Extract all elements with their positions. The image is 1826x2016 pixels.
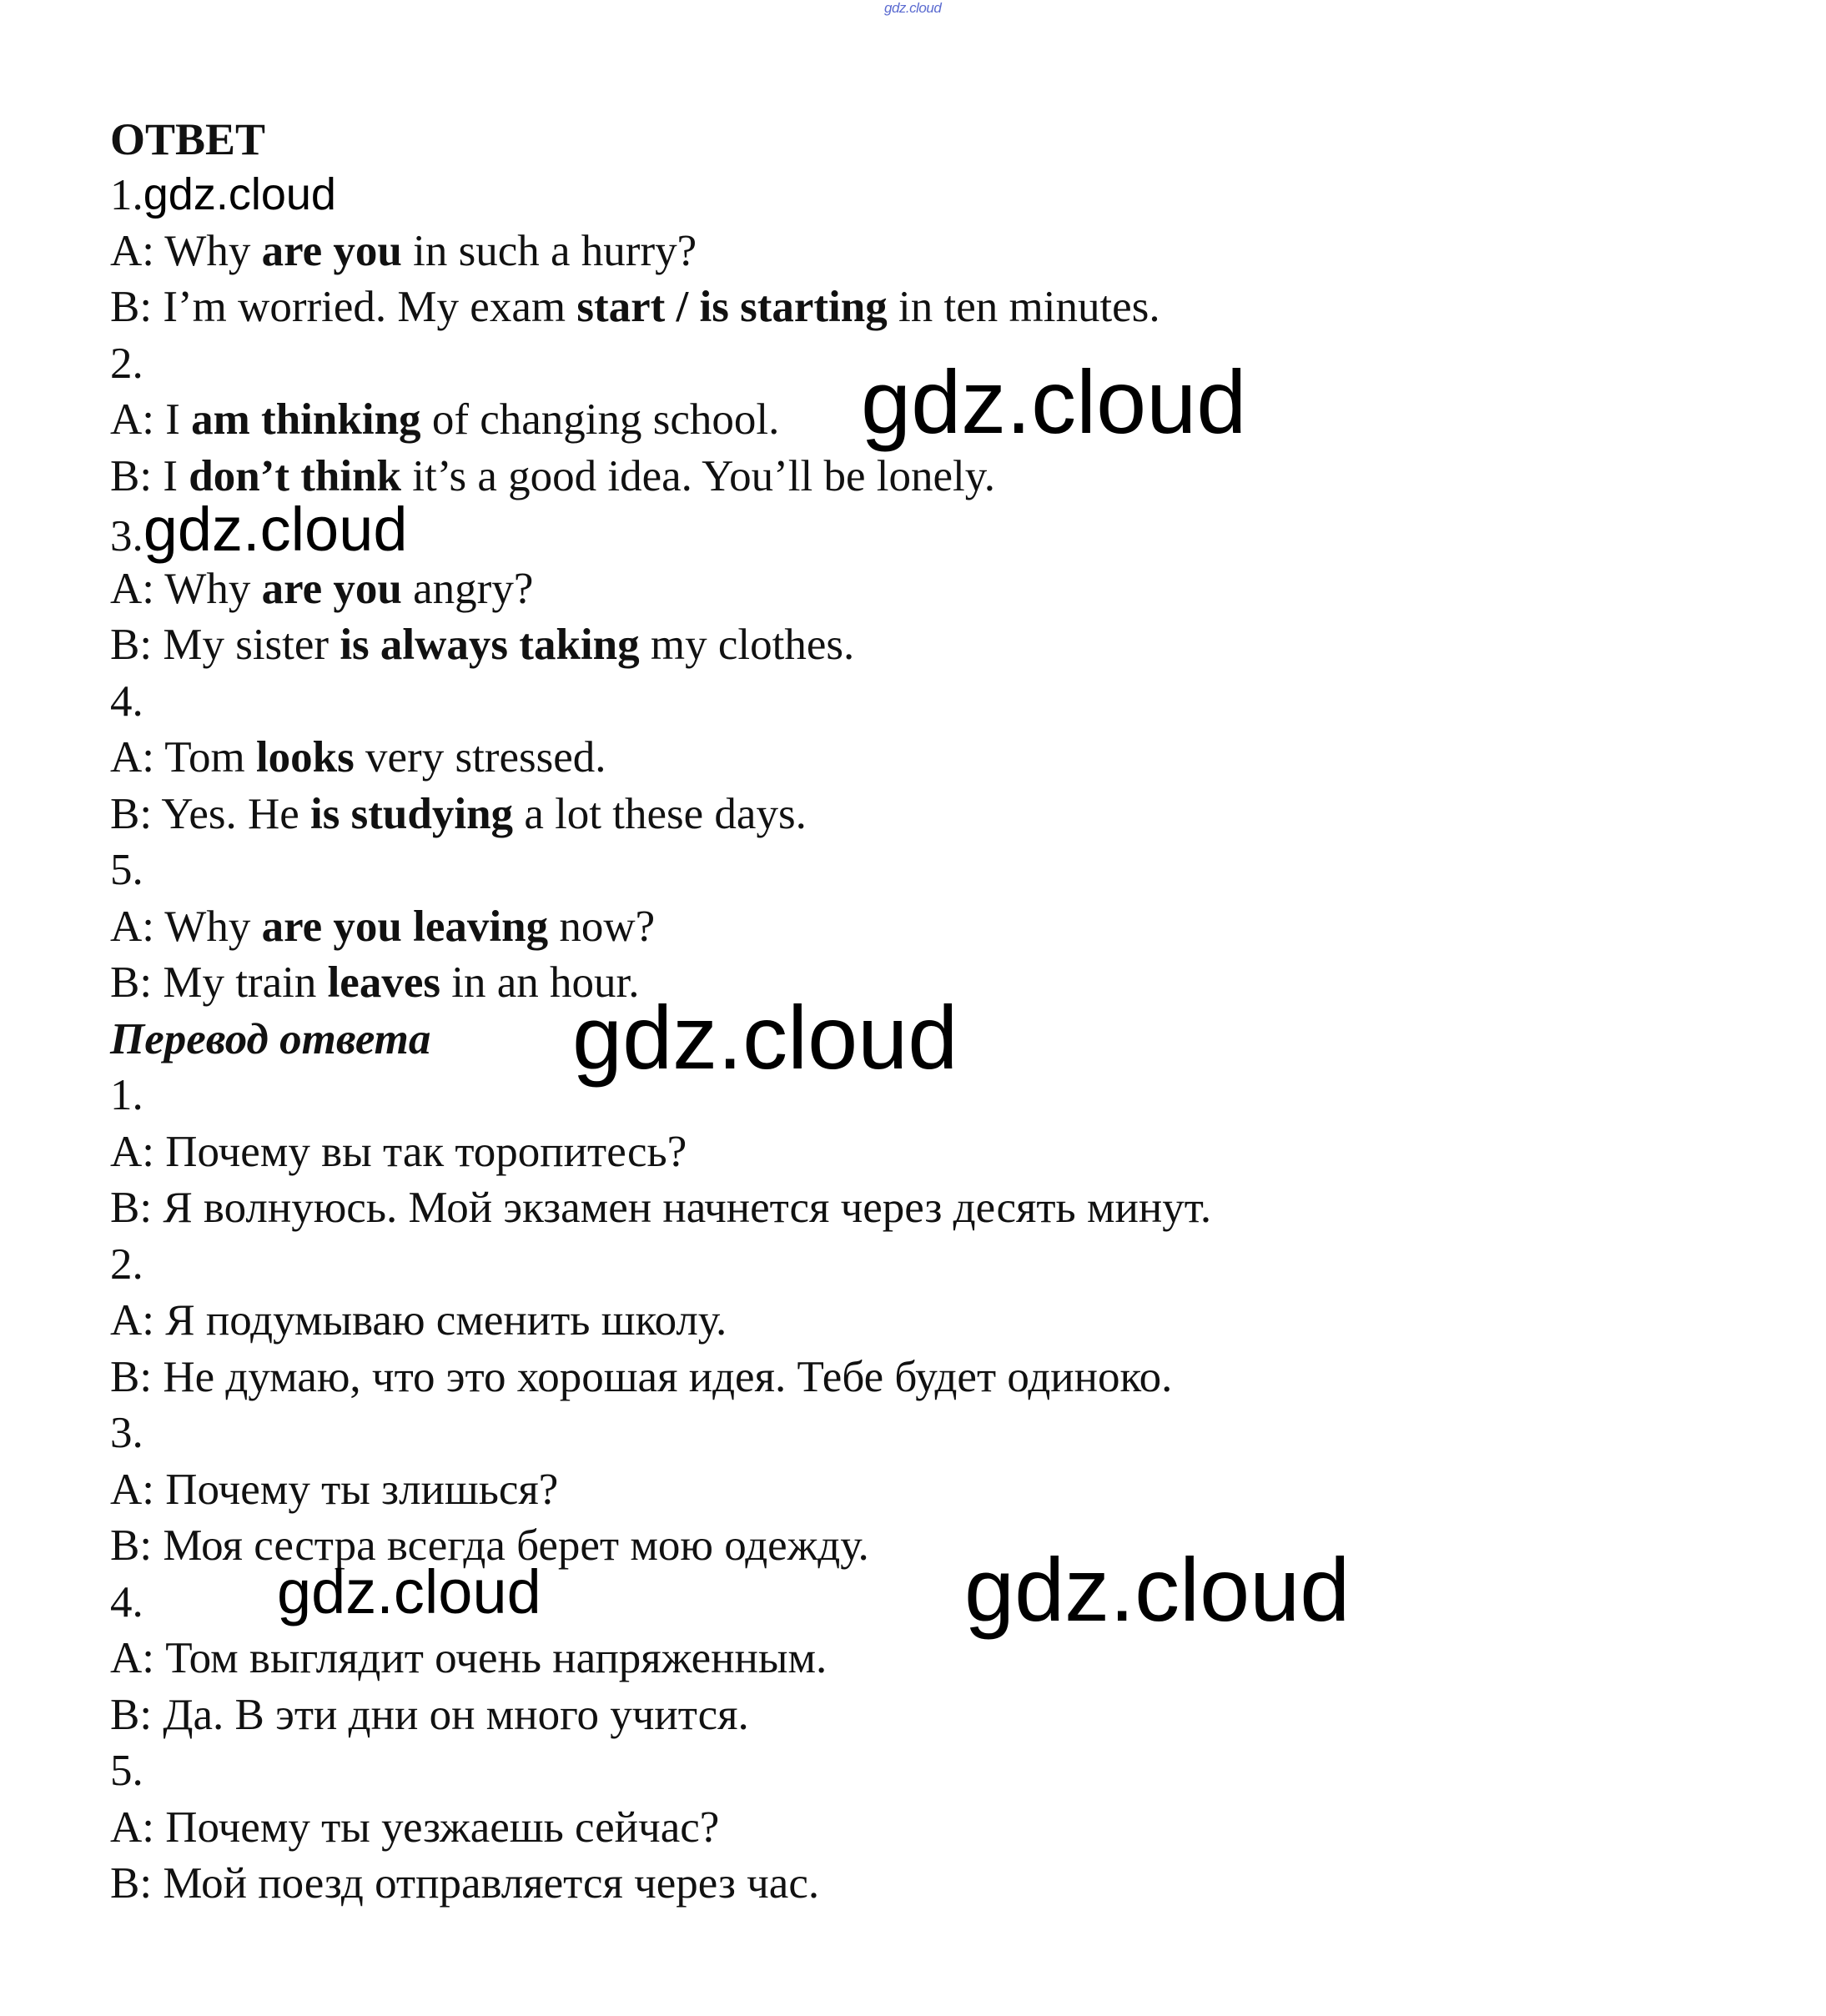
answer-1-number: 1. xyxy=(110,171,143,219)
watermark-overlay: gdz.cloud xyxy=(277,1557,541,1626)
top-watermark: gdz.cloud xyxy=(884,0,942,16)
answer-5-number: 5. xyxy=(110,846,143,894)
translation-4-number: 4. xyxy=(110,1577,143,1626)
answer-text: a lot these days. xyxy=(513,789,807,838)
answer-text: of changing school. xyxy=(420,395,780,444)
translation-1-line-b: B: Я волнуюсь. Мой экзамен начнется через десять минут. xyxy=(110,1184,1212,1232)
answer-text: A: Why xyxy=(110,226,262,275)
watermark-inline: gdz.cloud xyxy=(143,169,336,219)
translation-1-line-a: A: Почему вы так торопитесь? xyxy=(110,1127,687,1176)
translation-4-line-a: A: Том выглядит очень напряженным. xyxy=(110,1634,827,1682)
answer-text: now? xyxy=(548,902,656,951)
translation-3-line-a: A: Почему ты злишься? xyxy=(110,1465,559,1514)
answer-text: in ten minutes. xyxy=(887,283,1160,331)
answer-3-line-b xyxy=(110,617,1778,674)
answer-1-line-a xyxy=(110,224,1778,280)
translation-2-line-a: A: Я подумываю сменить школу. xyxy=(110,1296,727,1345)
answer-bold-verb: am thinking xyxy=(191,395,421,444)
answer-bold-verb: are you leaving xyxy=(261,902,549,951)
answer-2-number: 2. xyxy=(110,339,143,388)
answer-text: my clothes. xyxy=(639,621,855,669)
watermark-overlay: gdz.cloud xyxy=(964,1539,1351,1640)
translation-3-line-b: B: Моя сестра всегда берет мою одежду. xyxy=(110,1521,869,1570)
answer-bold-verb: leaves xyxy=(327,958,440,1007)
answer-text: B: My sister xyxy=(110,621,340,669)
answer-bold-verb: is always taking xyxy=(340,621,640,669)
answer-bold-verb: are you xyxy=(261,564,402,613)
answer-text: A: Why xyxy=(110,564,262,613)
answer-1-number-line xyxy=(110,167,1778,224)
answer-text: A: I xyxy=(110,395,192,444)
answer-text: very stressed. xyxy=(354,733,606,782)
translation-heading: Перевод ответа xyxy=(110,1014,431,1063)
answer-bold-verb: are you xyxy=(261,226,402,275)
answer-4-line-a xyxy=(110,730,1778,787)
answer-bold-verb: don’t think xyxy=(189,451,402,500)
answer-4-number: 4. xyxy=(110,676,143,726)
answer-text: B: Yes. He xyxy=(110,789,311,838)
watermark-overlay: gdz.cloud xyxy=(572,987,958,1088)
answer-bold-verb: looks xyxy=(255,733,355,782)
answer-text: in an hour. xyxy=(440,958,640,1007)
answer-3-number: 3. xyxy=(110,512,143,561)
answer-text: A: Why xyxy=(110,902,262,951)
answer-text: B: I xyxy=(110,451,189,500)
watermark-overlay: gdz.cloud xyxy=(861,351,1247,452)
answer-1-line-b xyxy=(110,279,1778,336)
translation-4-line-b: B: Да. В эти дни он много учится. xyxy=(110,1690,749,1739)
translation-1-number: 1. xyxy=(110,1071,143,1119)
answer-bold-verb: start / is starting xyxy=(576,283,888,331)
answer-text: angry? xyxy=(401,564,534,613)
answer-bold-verb: is studying xyxy=(310,789,514,838)
answer-3-number-line xyxy=(110,495,1778,564)
answer-5-line-a xyxy=(110,899,1778,956)
answer-text: in such a hurry? xyxy=(401,226,697,275)
translation-2-number: 2. xyxy=(110,1239,143,1289)
translation-2-line-b: B: Не думаю, что это хорошая идея. Тебе будет одиноко. xyxy=(110,1352,1173,1401)
translation-5-line-b: B: Мой поезд отправляется через час. xyxy=(110,1859,820,1908)
answer-4-line-b xyxy=(110,787,1778,843)
answer-3-line-a xyxy=(110,561,1778,618)
answer-text: B: My train xyxy=(110,958,328,1007)
watermark-inline: gdz.cloud xyxy=(143,495,408,564)
answer-text: B: I’m worried. My exam xyxy=(110,283,577,331)
answer-heading: ОТВЕТ xyxy=(110,114,266,164)
translation-5-number: 5. xyxy=(110,1747,143,1795)
answer-text: A: Tom xyxy=(110,733,256,782)
answer-text: it’s a good idea. You’ll be lonely. xyxy=(401,451,996,500)
translation-3-number: 3. xyxy=(110,1409,143,1457)
translation-5-line-a: A: Почему ты уезжаешь сейчас? xyxy=(110,1802,720,1852)
